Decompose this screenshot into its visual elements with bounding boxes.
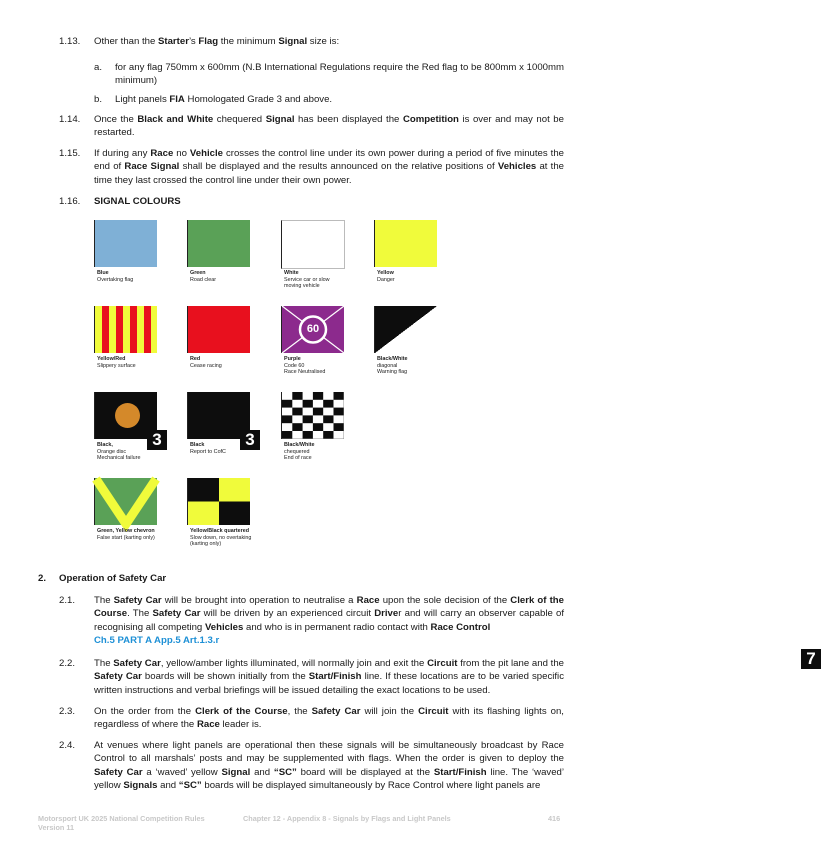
paragraph-number: 2.2. bbox=[59, 658, 76, 669]
paragraph-text: On the order from the Clerk of the Course, the Safety Car will join the Circuit with its flashing lights on, regardless of where the Race leader is. bbox=[94, 706, 564, 731]
flag-caption: Black, Orange disc Mechanical failure bbox=[97, 442, 141, 462]
flag-swatch bbox=[281, 220, 345, 269]
footer-page-number: 416 bbox=[548, 814, 561, 823]
flag-number-3: 3 bbox=[147, 430, 167, 450]
flag-caption: Yellow/Black quartered Slow down, no overtaking (karting only) bbox=[190, 528, 252, 548]
flag-caption: Black/White diagonal Warning flag bbox=[377, 356, 408, 376]
paragraph-number: 1.14. bbox=[59, 114, 81, 125]
flag-swatch bbox=[94, 220, 157, 267]
flag-swatch bbox=[281, 306, 344, 353]
flag-caption: Green, Yellow chevron False start (karting only) bbox=[97, 528, 155, 541]
flag-number-7: 7 bbox=[801, 649, 821, 669]
flag-swatch bbox=[187, 220, 250, 267]
flag-swatch bbox=[94, 478, 157, 525]
paragraph-number: 2.1. bbox=[59, 595, 76, 606]
paragraph-text: Once the Black and White chequered Signal has been displayed the Competition is over and may not be restarted. bbox=[94, 114, 564, 139]
flag-caption: Red Cease racing bbox=[190, 356, 222, 369]
subitem-letter: b. bbox=[94, 94, 103, 105]
rule-reference-link[interactable]: Ch.5 PART A App.5 Art.1.3.r bbox=[94, 635, 220, 647]
footer-version: Version 11 bbox=[38, 823, 75, 832]
paragraph-number: 1.16. bbox=[59, 196, 81, 207]
paragraph-number: 1.13. bbox=[59, 36, 81, 47]
flag-swatch bbox=[374, 220, 437, 267]
paragraph-text: If during any Race no Vehicle crosses the control line under its own power during a period of five minutes the end of Race Signal shall be displayed and the results announced on the relative positions of Vehicles at the time they last crossed the control line under their own power. bbox=[94, 148, 564, 186]
flag-caption: Yellow Danger bbox=[377, 270, 395, 283]
footer-publication bbox=[38, 814, 205, 832]
flag-swatch bbox=[94, 306, 157, 353]
section-heading: SIGNAL COLOURS bbox=[94, 196, 181, 207]
flag-swatch bbox=[374, 306, 437, 353]
flag-swatch bbox=[281, 392, 344, 439]
paragraph-text: At venues where light panels are operational then these signals will be simultaneously broadcast by Race Control to all marshals’ posts and may be supplemented with flags. When the order is given to deploy the Safety Car a ‘waved’ yellow Signal and “SC” board will be displayed at the Start/Finish line. The ‘waved’ yellow Signals and “SC” boards will be displayed simultaneously by Race Control where light panels are bbox=[94, 740, 565, 792]
footer-chapter: Chapter 12 - Appendix 8 - Signals by Flags and Light Panels bbox=[243, 814, 451, 823]
flag-caption: Blue Overtaking flag bbox=[97, 270, 134, 283]
section-title: Operation of Safety Car bbox=[59, 573, 167, 584]
orange-disc-icon bbox=[115, 403, 140, 428]
flag-caption: White Service car or slow moving vehicle bbox=[284, 270, 330, 290]
flag-caption: Green Road clear bbox=[190, 270, 217, 283]
flag-caption: Yellow/Red Slippery surface bbox=[97, 356, 136, 369]
flag-swatch bbox=[187, 478, 250, 525]
paragraph-number: 2.4. bbox=[59, 740, 76, 751]
code-60-label: 60 bbox=[306, 323, 320, 335]
flag-caption: Black/White chequered End of race bbox=[284, 442, 315, 462]
paragraph-text: The Safety Car, yellow/amber lights illuminated, will normally join and exit the Circuit from the pit lane and the Safety Car boards will be shown initially from the Start/Finish line. If these locations are to be varied specific written instructions and verbal briefings will be issued detailing the exact locations to be used. bbox=[94, 658, 565, 696]
paragraph-number: 2.3. bbox=[59, 706, 76, 717]
chevron-icon bbox=[95, 478, 157, 525]
subitem-letter: a. bbox=[94, 62, 103, 73]
flag-caption: Black Report to CofC bbox=[190, 442, 226, 455]
section-number: 2. bbox=[38, 573, 47, 584]
paragraph-text: Other than the Starter’s Flag the minimum Signal size is: bbox=[94, 36, 340, 47]
paragraph-number: 1.15. bbox=[59, 148, 81, 159]
flag-swatch bbox=[187, 306, 250, 353]
subitem-text: for any flag 750mm x 600mm (N.B International Regulations require the Red flag to be 800mm x 1000mm minimum) bbox=[115, 62, 564, 87]
footer-title: Motorsport UK 2025 National Competition Rules bbox=[38, 814, 205, 823]
subitem-text: Light panels FIA Homologated Grade 3 and above. bbox=[115, 94, 333, 105]
flag-number-3: 3 bbox=[240, 430, 260, 450]
paragraph-text: The Safety Car will be brought into operation to neutralise a Race upon the sole decision of the Clerk of the Course. The Safety Car will be driven by an experienced circuit Driver and will carry an observer capable of recognising all competing Vehicles and who is in permanent radio contact with Race Control Ch.5 PART A App.5 Art.1.3.r bbox=[94, 595, 564, 647]
flag-caption: Purple Code 60 Race Neutralised bbox=[284, 356, 326, 376]
